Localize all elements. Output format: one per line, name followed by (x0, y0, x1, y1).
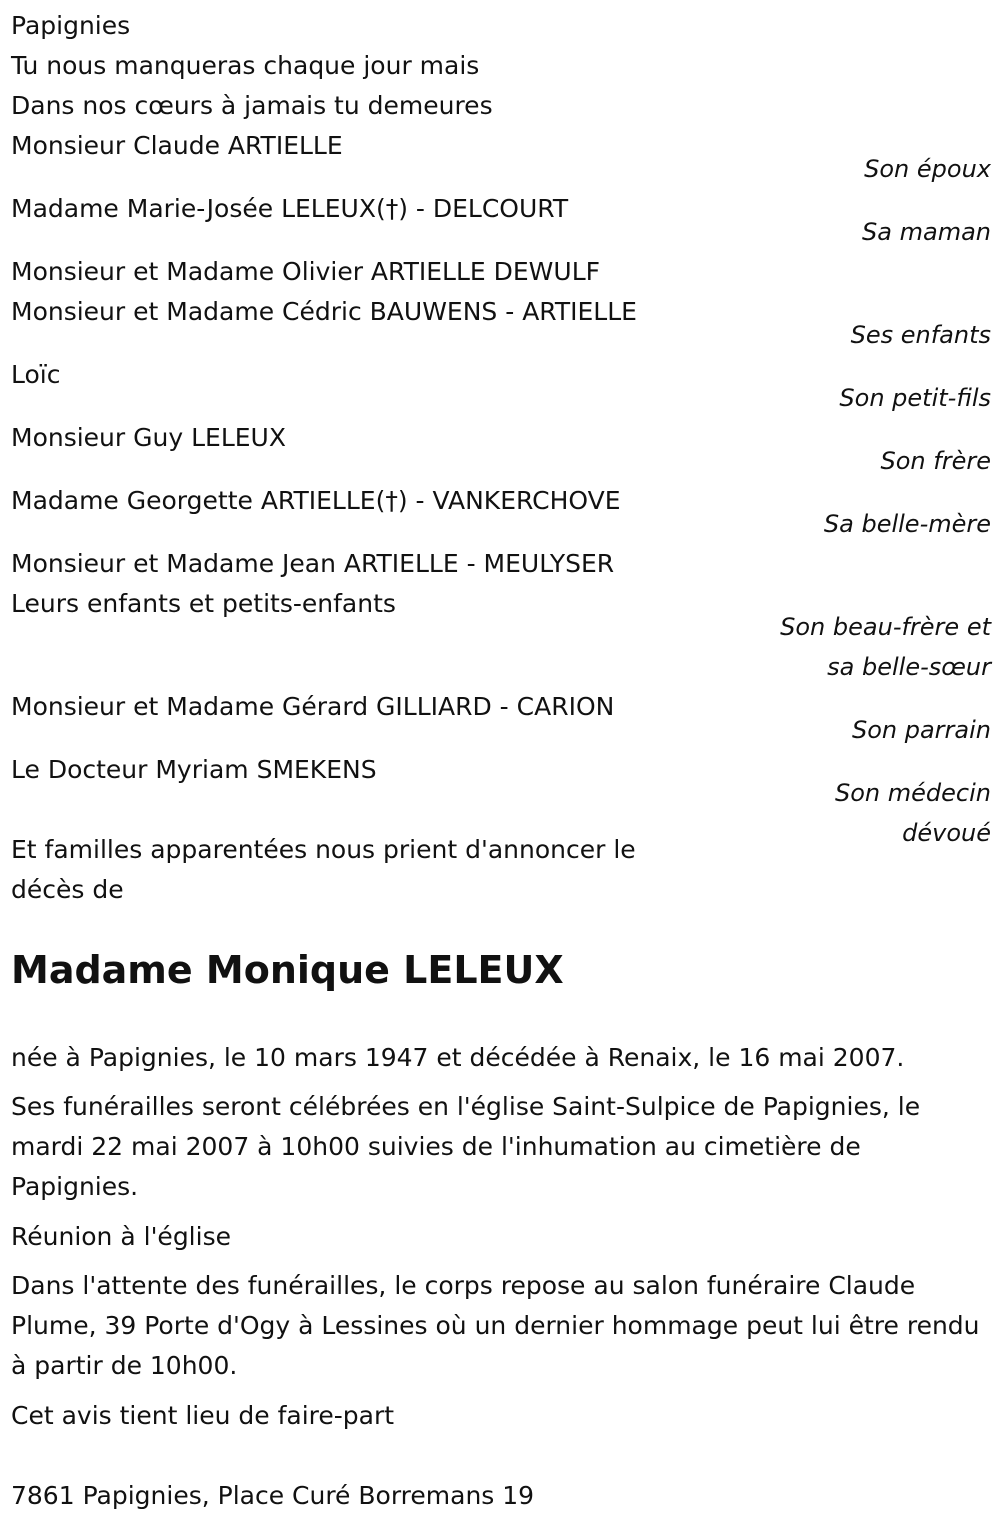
address-text: 7861 Papignies, Place Curé Borremans 19 (11, 1481, 535, 1510)
poem-line-1: Tu nous manqueras chaque jour mais (11, 51, 480, 80)
family-role: Ses enfants (850, 321, 991, 349)
family-role: Sa belle-mère (823, 510, 991, 538)
family-name: Monsieur Claude ARTIELLE (11, 131, 343, 160)
family-name: Monsieur et Madame Olivier ARTIELLE DEWULF (11, 257, 601, 286)
family-name: Monsieur et Madame Jean ARTIELLE - MEULYSER (11, 549, 615, 578)
family-name: Monsieur et Madame Gérard GILLIARD - CARION (11, 692, 615, 721)
rest-text: Dans l'attente des funérailles, le corps repose au salon funéraire Claude Plume, 39 Porte d'Ogy à Lessines où un dernier hommage peut lui être rendu à partir de 10h00. (11, 1271, 980, 1380)
family-name: Monsieur et Madame Cédric BAUWENS - ARTIELLE (11, 297, 637, 326)
family-role: dévoué (902, 819, 991, 847)
family-name: Madame Georgette ARTIELLE(†) - VANKERCHOVE (11, 486, 621, 515)
family-name: Loïc (11, 360, 61, 389)
family-role: Son frère (880, 447, 991, 475)
family-name: Monsieur Guy LELEUX (11, 423, 286, 452)
poem-line-2: Dans nos cœurs à jamais tu demeures (11, 91, 493, 120)
family-role: Son médecin (835, 779, 991, 807)
meeting-text: Réunion à l'église (11, 1222, 231, 1251)
family-name: Leurs enfants et petits-enfants (11, 589, 396, 618)
notice-text: Cet avis tient lieu de faire-part (11, 1401, 395, 1430)
intro-place: Papignies (11, 11, 131, 40)
family-role: sa belle-sœur (827, 653, 991, 681)
family-role: Son petit-fils (839, 384, 991, 412)
family-role: Son beau-frère et (780, 613, 991, 641)
family-name: Le Docteur Myriam SMEKENS (11, 755, 377, 784)
family-role: Son parrain (851, 716, 991, 744)
birth-death-text: née à Papignies, le 10 mars 1947 et décédée à Renaix, le 16 mai 2007. (11, 1043, 905, 1072)
family-role: Son époux (864, 155, 991, 183)
family-name: Madame Marie-Josée LELEUX(†) - DELCOURT (11, 194, 569, 223)
deceased-name: Madame Monique LELEUX (11, 948, 564, 992)
announcement-line-1: Et familles apparentées nous prient d'annoncer le (11, 835, 636, 864)
funeral-text: Ses funérailles seront célébrées en l'église Saint-Sulpice de Papignies, le mardi 22 mai 2007 à 10h00 suivies de l'inhumation au cimetière de Papignies. (11, 1092, 921, 1201)
family-role: Sa maman (862, 218, 991, 246)
announcement-line-2: décès de (11, 875, 124, 904)
